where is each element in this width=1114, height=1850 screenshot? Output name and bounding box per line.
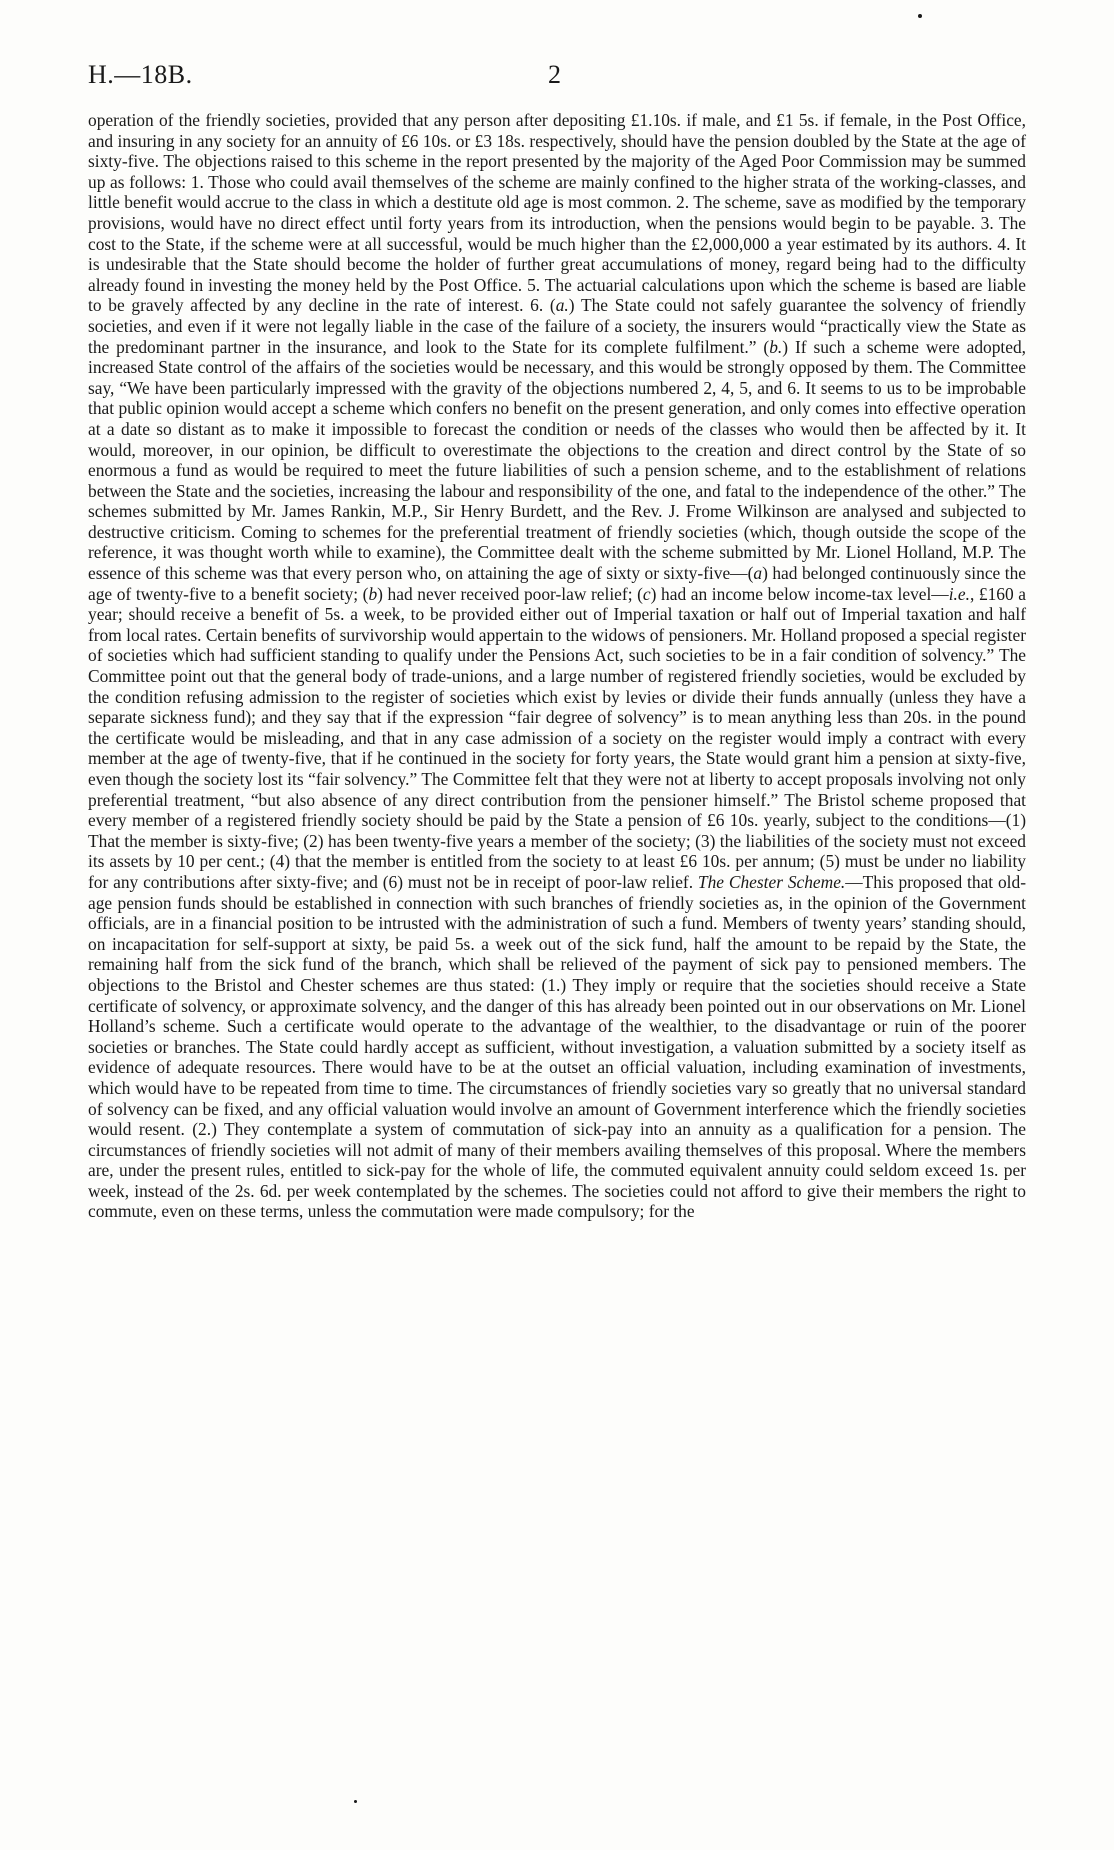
printed-dot-mark [354,1800,357,1803]
text-run: ) had belonged continuously since the age of twenty-five to a benefit society; ( [88,563,1027,604]
document-reference: H.—18B. [88,60,193,89]
italic-text-run: b [368,583,378,604]
italic-text-run: a. [555,295,569,316]
page-number: 2 [548,60,561,89]
text-run: —This proposed that old-age pension funds should be established in connection with such branches of friendly societies as, in the opinion of the Government officials, are in a financial position to be intrusted with the administration of such a fund. Members of twenty years’ standing should, on incapacitation for self-support at sixty, be paid 5s. a week out of the sick fund, half the amount to be repaid by the State, the remaining half from the sick fund of the branch, which shall be relieved of the payment of sick pay to pensioned members. The objections to the Bristol and Chester schemes are thus stated: (1.) They imply or require that the societies should receive a State certificate of solvency, or approximate solvency, and the danger of this has already been pointed out in our observations on Mr. Lionel Holland’s scheme. Such a certificate would operate to the advantage of the wealthier, to the disadvantage or ruin of the poorer societies or branches. The State could hardly accept as sufficient, without investigation, a valuation submitted by a society itself as evidence of adequate resources. There would have to be at the outset an official valuation, including examination of investments, which would have to be repeated from time to time. The circumstances of friendly societies vary so greatly that no universal standard of solvency can be fixed, and any official valuation would involve an amount of Government interference which the friendly societies would resent. (2.) They contemplate a system of commutation of sick-pay into an annuity as a qualification for a pension. The circumstances of friendly societies will not admit of many of their members availing themselves of this proposal. Where the members are, under the present rules, entitled to sick-pay for the whole of life, the commuted equivalent annuity could seldom exceed 1s. per week, instead of the 2s. 6d. per week contemplated by the schemes. The societies could not afford to give their members the right to commute, even on these terms, unless the commutation were made compulsory; for the [88,871,1026,1222]
text-run: , £160 a year; should receive a benefit of 5s. a week, to be provided either out of Imperial taxation or half out of Imperial taxation and half from local rates. Certain benefits of survivorship would appertain to the widows of pensioners. Mr. Holland proposed a special register of societies which had sufficient standing to qualify under the Pensions Act, such societies to be in a fair condition of solvency.” The Committee point out that the general body of trade-unions, and a large number of registered friendly societies, would be excluded by the condition refusing admission to the register of societies which exist by levies or divide their funds annually (unless they have a separate sickness fund); and they say that if the expression “fair degree of solvency” is to mean anything less than 20s. in the pound the certificate would be misleading, and that in any case admission of a society on the register would imply a contract with every member at the age of twenty-five, that if he continued in the society for forty years, the State would grant him a pension at sixty-five, even though the society lost its “fair solvency.” The Committee felt that they were not at liberty to accept proposals involving not only preferential treatment, “but also absence of any direct contribution from the pensioner himself.” The Bristol scheme proposed that every member of a registered friendly society should be paid by the State a pension of £6 10s. yearly, subject to the conditions—(1) That the member is sixty-five; (2) has been twenty-five years a member of the society; (3) the liabilities of the society must not exceed its assets by 10 per cent.; (4) that the member is entitled from the society to at least £6 10s. per annum; (5) must be under no liability for any contributions after sixty-five; and (6) must not be in receipt of poor-law relief. [88,583,1027,892]
body-paragraph [88,110,1026,1222]
text-run: ) If such a scheme were adopted, increased State control of the affairs of the societies would be necessary, and this would be strongly opposed by them. The Committee say, “We have been particularly impressed with the gravity of the objections numbered 2, 4, 5, and 6. It seems to us to be improbable that public opinion would accept a scheme which confers no benefit on the present generation, and only comes into effective operation at a date so distant as to make it impossible to forecast the condition or needs of the classes who would then be affected by it. It would, moreover, in our opinion, be difficult to overestimate the objections to the creation and direct control by the State of so enormous a fund as would be required to meet the future liabilities of such a pension scheme, and to the establishment of relations between the State and the societies, increasing the labour and responsibility of the one, and fatal to the independence of the other.” The schemes submitted by Mr. James Rankin, M.P., Sir Henry Burdett, and the Rev. J. Frome Wilkinson are analysed and subjected to destructive criticism. Coming to schemes for the preferential treatment of friendly societies (which, though outside the scope of the reference, it was thought worth while to examine), the Committee dealt with the scheme submitted by Mr. Lionel Holland, M.P. The essence of this scheme was that every person who, on attaining the age of sixty or sixty-five—( [88,336,1027,584]
italic-text-run: b. [769,336,783,357]
italic-text-run: i.e. [948,583,970,604]
printed-dot-mark [918,14,922,18]
italic-text-run: a [753,563,763,584]
text-run: ) had never received poor-law relief; ( [377,583,643,604]
text-run: ) had an income below income-tax level— [650,583,949,604]
page-header [88,60,1026,100]
text-run: ) The State could not safely guarantee the solvency of friendly societies, and even if it were not legally liable in the case of the failure of a society, the insurers would “practically view the State as the predominant partner in the insurance, and look to the State for its complete fulfilment.” ( [88,295,1026,357]
italic-text-run: The Chester Scheme. [697,871,846,892]
italic-text-run: c [642,583,651,604]
body-text [88,110,1026,1222]
text-run: operation of the friendly societies, provided that any person after depositing £1.10s. if male, and £1 5s. if female, in the Post Office, and insuring in any society for an annuity of £6 10s. or £3 18s. respectively, should have the pension doubled by the State at the age of sixty-five. The objections raised to this scheme in the report presented by the majority of the Aged Poor Commission may be summed up as follows: 1. Those who could avail themselves of the scheme are mainly confined to the higher strata of the working-classes, and little benefit would accrue to the class in which a destitute old age is most common. 2. The scheme, save as modified by the temporary provisions, would have no direct effect until forty years from its introduction, when the pensions would begin to be payable. 3. The cost to the State, if the scheme were at all successful, would be much higher than the £2,000,000 a year estimated by its authors. 4. It is undesirable that the State should become the holder of further great accumulations of money, regard being had to the difficulty already found in investing the money held by the Post Office. 5. The actuarial calculations upon which the scheme is based are liable to be gravely affected by any decline in the rate of interest. 6. ( [88,110,1026,316]
